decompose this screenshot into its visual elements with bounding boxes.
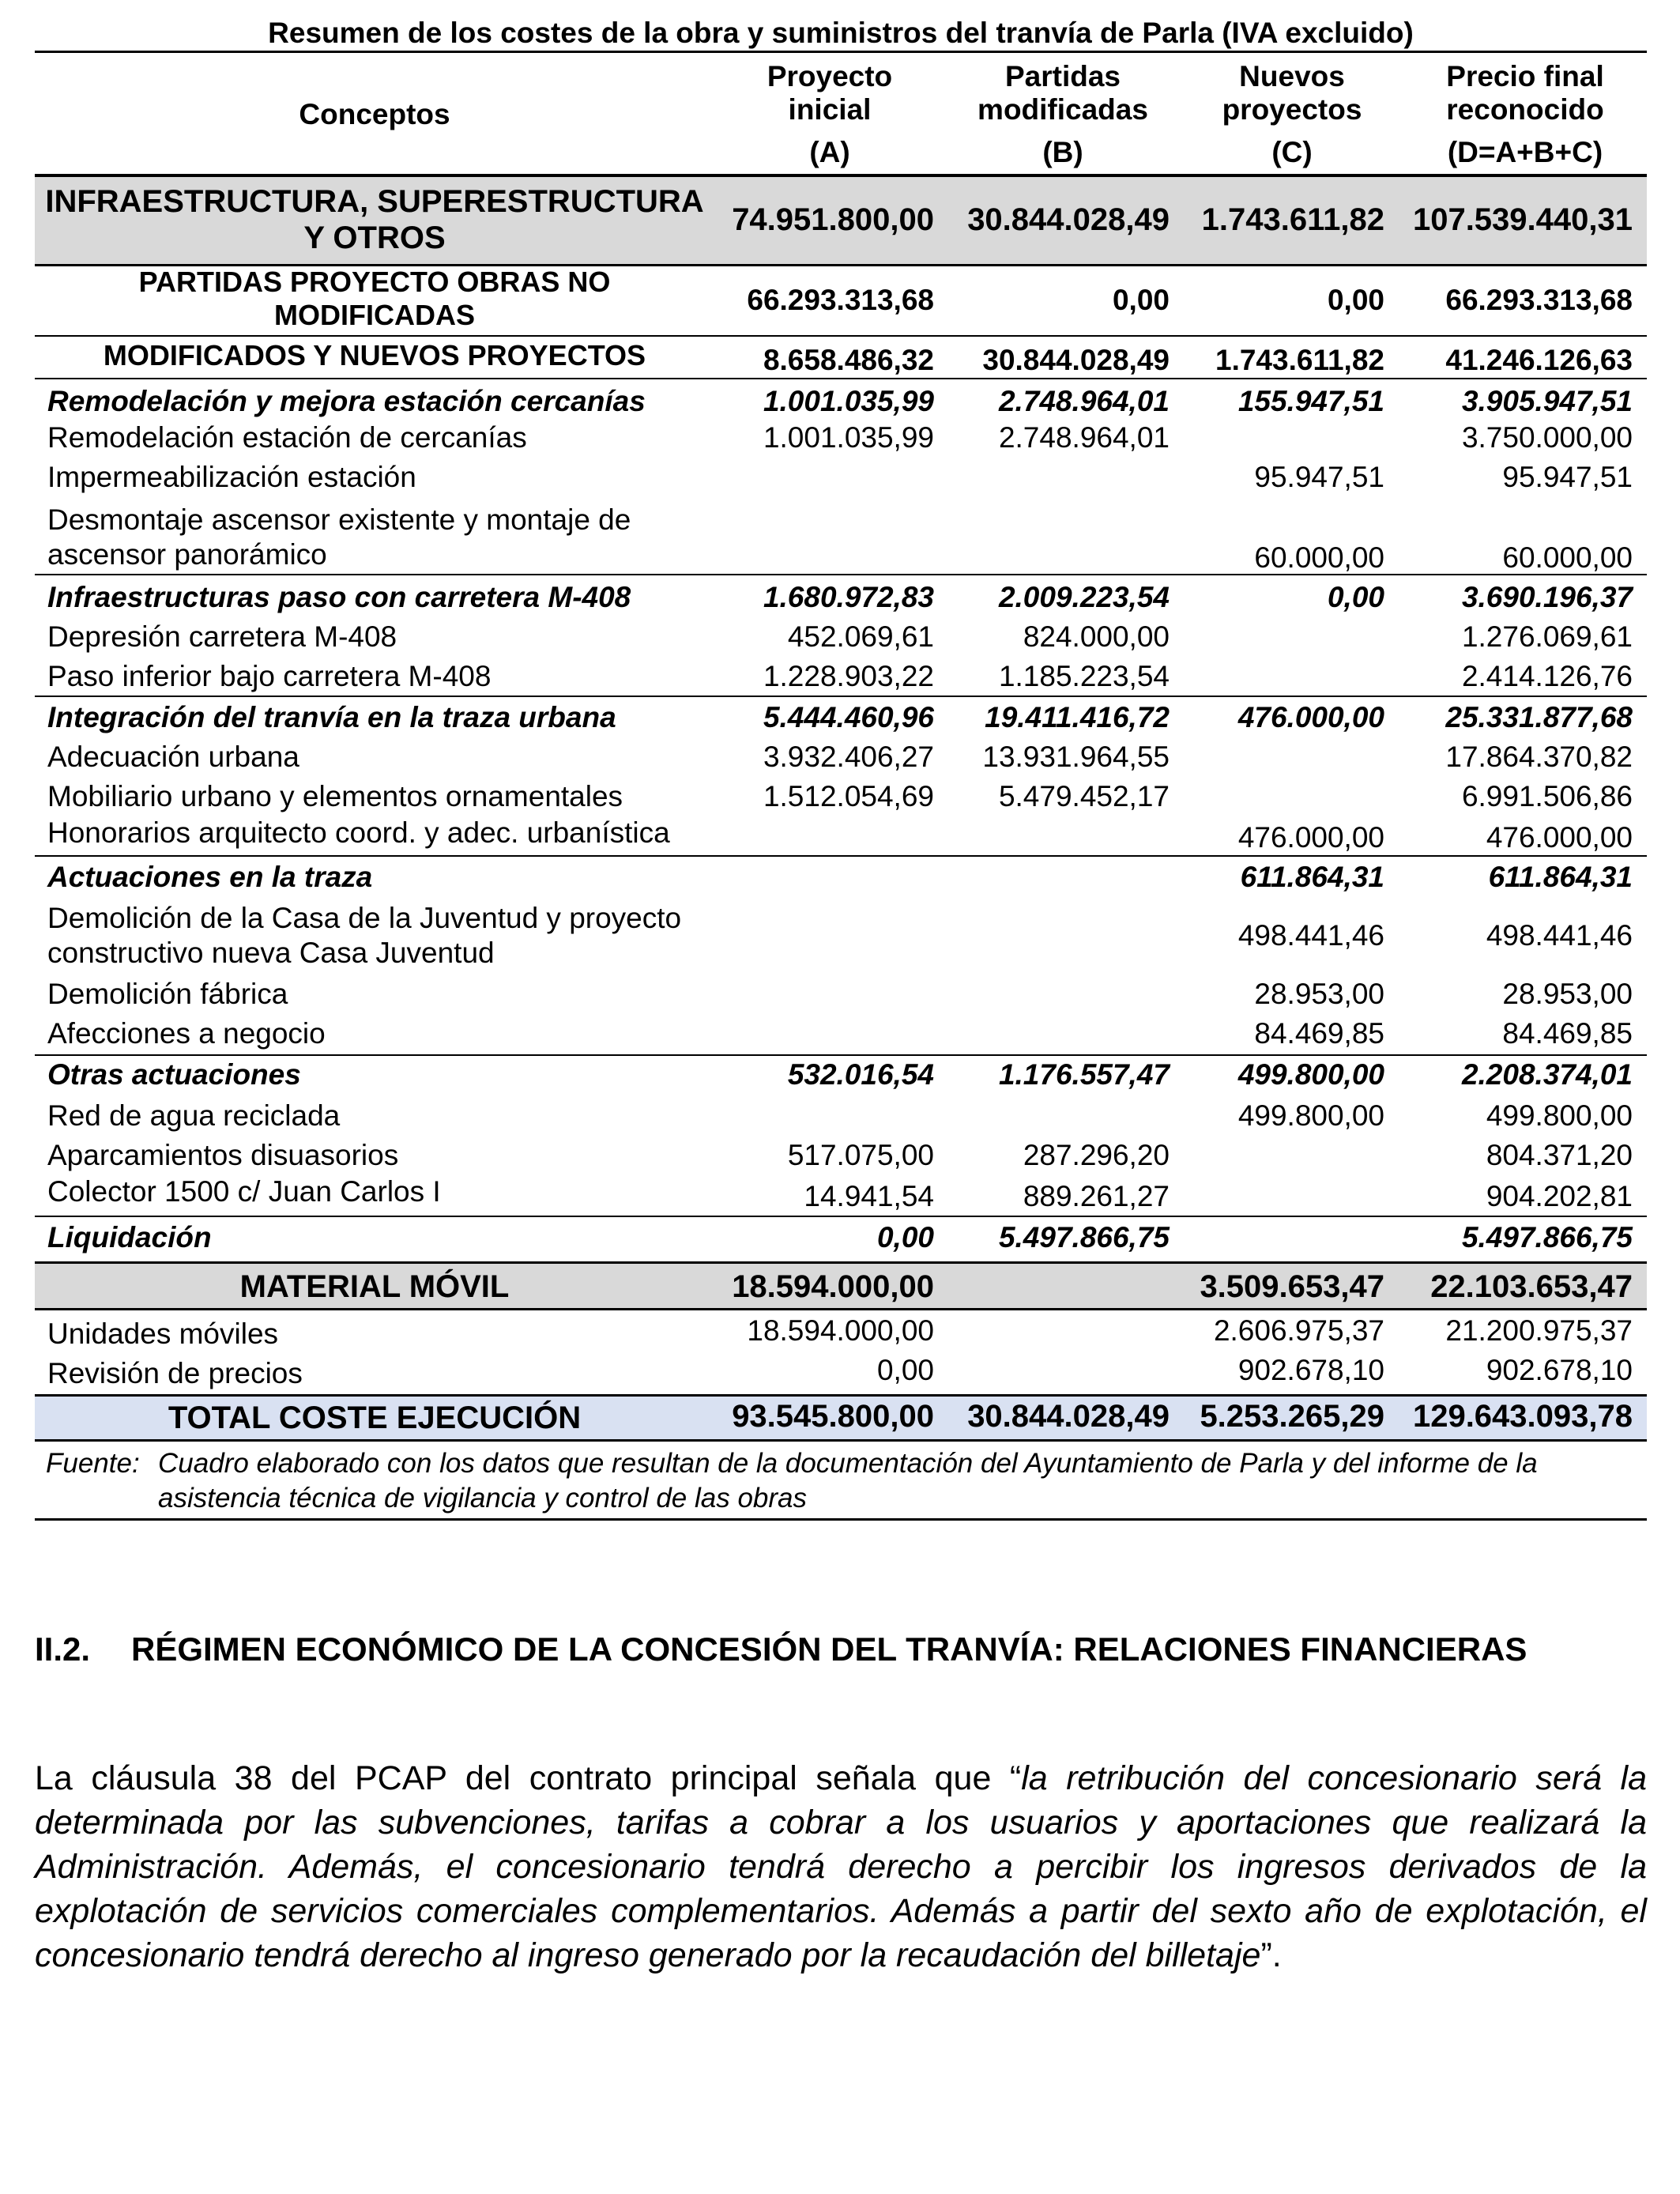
header-b-line2: modificadas (977, 93, 1148, 126)
row-label: TOTAL COSTE EJECUCIÓN (168, 1400, 582, 1435)
cell-b: 824.000,00 (1023, 620, 1170, 653)
cell-d: 5.497.866,75 (1461, 1221, 1633, 1253)
row-label: INFRAESTRUCTURA, SUPERESTRUCTURA Y OTROS (45, 184, 704, 255)
cell-c: 611.864,31 (1240, 861, 1384, 893)
cell-d: 499.800,00 (1486, 1099, 1633, 1132)
cell-a: 5.444.460,96 (763, 701, 934, 733)
rule (35, 378, 1647, 379)
paragraph-end: ”. (1260, 1936, 1282, 1974)
row-label: Paso inferior bajo carretera M-408 (47, 660, 492, 692)
cell-a: 93.545.800,00 (732, 1399, 934, 1434)
cell-d: 2.208.374,01 (1461, 1058, 1633, 1091)
cell-a: 0,00 (876, 1221, 934, 1253)
cell-b: 30.844.028,49 (967, 202, 1170, 237)
row-label: Actuaciones en la traza (47, 861, 373, 893)
cell-a: 1.680.972,83 (763, 581, 934, 613)
cell-b: 5.497.866,75 (998, 1221, 1170, 1253)
header-d-line2: reconocido (1446, 93, 1604, 126)
cell-a: 14.941,54 (804, 1180, 934, 1212)
section-title: RÉGIMEN ECONÓMICO DE LA CONCESIÓN DEL TRANVÍA: RELACIONES FINANCIERAS (131, 1630, 1527, 1668)
row-label: Demolición de la Casa de la Juventud y proyecto constructivo nueva Casa Juventud (47, 902, 682, 969)
row-label: Honorarios arquitecto coord. y adec. urbanística (47, 816, 670, 849)
cell-b: 30.844.028,49 (967, 1399, 1170, 1434)
cell-d: 611.864,31 (1488, 861, 1633, 893)
row-label: Colector 1500 c/ Juan Carlos I (47, 1175, 441, 1208)
cell-d: 129.643.093,78 (1412, 1399, 1633, 1434)
row-label: PARTIDAS PROYECTO OBRAS NO MODIFICADAS (138, 266, 611, 331)
cell-a: 1.001.035,99 (763, 421, 934, 454)
cell-d: 25.331.877,68 (1445, 701, 1633, 733)
row-label: Desmontaje ascensor existente y montaje de ascensor panorámico (47, 503, 631, 571)
cell-b: 2.009.223,54 (998, 581, 1170, 613)
cell-c: 60.000,00 (1254, 541, 1384, 574)
cell-b: 1.185.223,54 (998, 660, 1170, 692)
cell-b: 13.931.964,55 (982, 741, 1170, 773)
row-label: Impermeabilización estación (47, 461, 416, 493)
cell-d: 902.678,10 (1486, 1354, 1633, 1386)
row-label: MODIFICADOS Y NUEVOS PROYECTOS (103, 339, 646, 371)
source-text: Cuadro elaborado con los datos que resultan de la documentación del Ayuntamiento de Parla y del informe de la (158, 1448, 1538, 1479)
rule (35, 1518, 1647, 1521)
row-label: Remodelación y mejora estación cercanías (47, 385, 646, 417)
cell-d: 28.953,00 (1502, 978, 1633, 1010)
row-label: Mobiliario urbano y elementos ornamentales (47, 780, 623, 812)
header-c-code: (C) (1271, 136, 1313, 168)
paragraph-quote: la retribución del concesionario será la determinada por las subvenciones, tarifas a cobrar a los usuarios y aportaciones que realizará la Administración. Además, el concesionario tendrá derecho a percibir los ingresos derivados de la explotación de servicios comerciales complementarios. Además a partir del sexto año de explotación, el concesionario tendrá derecho al ingreso generado por la recaudación del billetaje (35, 1759, 1647, 1974)
cell-a: 517.075,00 (787, 1139, 934, 1171)
cell-c: 0,00 (1327, 581, 1384, 613)
cell-c: 476.000,00 (1237, 821, 1384, 854)
cell-d: 21.200.975,37 (1445, 1314, 1633, 1347)
cell-b: 2.748.964,01 (998, 421, 1170, 454)
cell-b: 2.748.964,01 (998, 385, 1170, 417)
cell-a: 1.001.035,99 (763, 385, 934, 417)
cell-a: 1.512.054,69 (763, 780, 934, 812)
cell-a: 452.069,61 (787, 620, 934, 653)
header-b-code: (B) (1042, 136, 1083, 168)
header-c-line1: Nuevos (1239, 60, 1345, 92)
cell-d: 95.947,51 (1502, 461, 1633, 493)
row-label: Otras actuaciones (47, 1058, 301, 1091)
rule (35, 1216, 1647, 1217)
cell-c: 155.947,51 (1237, 385, 1384, 417)
row-label: Unidades móviles (47, 1318, 279, 1350)
cell-a: 18.594.000,00 (732, 1269, 934, 1304)
rule (35, 1054, 1647, 1056)
cell-d: 84.469,85 (1502, 1017, 1633, 1050)
cell-c: 3.509.653,47 (1200, 1269, 1384, 1304)
row-label: Integración del tranvía en la traza urbana (47, 701, 616, 733)
cell-d: 6.991.506,86 (1461, 780, 1633, 812)
cell-b: 0,00 (1112, 284, 1170, 316)
header-a-line2: inicial (788, 93, 872, 126)
body-paragraph (35, 1756, 1647, 1977)
header-concepts: Conceptos (299, 98, 450, 130)
cell-d: 904.202,81 (1486, 1180, 1633, 1212)
cell-a: 3.932.406,27 (763, 741, 934, 773)
row-label: MATERIAL MÓVIL (239, 1269, 510, 1304)
row-label: Revisión de precios (47, 1357, 303, 1389)
rule (35, 696, 1647, 697)
cell-d: 498.441,46 (1486, 919, 1633, 952)
paragraph-intro: La cláusula 38 del PCAP del contrato principal señala que “ (35, 1759, 1022, 1797)
cell-b: 30.844.028,49 (982, 344, 1170, 376)
cell-c: 2.606.975,37 (1213, 1314, 1384, 1347)
cell-a: 74.951.800,00 (732, 202, 934, 237)
cell-a: 1.228.903,22 (763, 660, 934, 692)
cell-d: 60.000,00 (1502, 541, 1633, 574)
cell-c: 1.743.611,82 (1215, 344, 1384, 376)
section-number: II.2. (35, 1630, 91, 1668)
rule (35, 1439, 1647, 1442)
cell-c: 499.800,00 (1237, 1099, 1384, 1132)
cell-c: 5.253.265,29 (1200, 1399, 1384, 1434)
cell-c: 0,00 (1327, 284, 1384, 316)
cell-b: 5.479.452,17 (998, 780, 1170, 812)
row-label: Remodelación estación de cercanías (47, 421, 527, 454)
cell-c: 28.953,00 (1254, 978, 1384, 1010)
cell-c: 84.469,85 (1254, 1017, 1384, 1050)
cell-a: 66.293.313,68 (747, 284, 934, 316)
cell-d: 66.293.313,68 (1445, 284, 1633, 316)
source-note (46, 1446, 1634, 1516)
row-label: Demolición fábrica (47, 978, 288, 1010)
row-label: Aparcamientos disuasorios (47, 1139, 399, 1171)
row-label: Depresión carretera M-408 (47, 620, 397, 653)
cell-b: 889.261,27 (1023, 1180, 1170, 1212)
cell-b: 19.411.416,72 (985, 701, 1170, 733)
rule (35, 855, 1647, 857)
cell-d: 107.539.440,31 (1412, 202, 1633, 237)
row-label: Afecciones a negocio (47, 1017, 326, 1050)
row-label: Adecuación urbana (47, 741, 299, 773)
cell-c: 95.947,51 (1254, 461, 1384, 493)
cell-d: 1.276.069,61 (1461, 620, 1633, 653)
source-label: Fuente: (46, 1448, 140, 1479)
cell-c: 476.000,00 (1237, 701, 1384, 733)
cell-c: 902.678,10 (1237, 1354, 1384, 1386)
cell-a: 0,00 (876, 1354, 934, 1386)
cell-b: 1.176.557,47 (998, 1058, 1170, 1091)
cell-d: 3.690.196,37 (1461, 581, 1633, 613)
header-d-code: (D=A+B+C) (1447, 136, 1603, 168)
cell-d: 3.905.947,51 (1461, 385, 1633, 417)
rule (35, 335, 1647, 337)
header-d-line1: Precio final (1446, 60, 1604, 92)
header-a-line1: Proyecto (767, 60, 893, 92)
table-caption: Resumen de los costes de la obra y suministros del tranvía de Parla (IVA excluido) (268, 17, 1414, 49)
cell-d: 17.864.370,82 (1445, 741, 1633, 773)
cell-d: 22.103.653,47 (1430, 1269, 1633, 1304)
header-a-code: (A) (809, 136, 850, 168)
rule (35, 51, 1647, 53)
header-b-line1: Partidas (1004, 60, 1121, 92)
row-label: Liquidación (47, 1221, 212, 1253)
cell-a: 532.016,54 (787, 1058, 934, 1091)
cell-a: 18.594.000,00 (747, 1314, 934, 1347)
cell-d: 2.414.126,76 (1461, 660, 1633, 692)
cell-c: 1.743.611,82 (1201, 202, 1384, 237)
cell-d: 804.371,20 (1486, 1139, 1633, 1171)
row-label: Infraestructuras paso con carretera M-408 (47, 581, 631, 613)
cell-d: 476.000,00 (1486, 821, 1633, 854)
cell-b: 287.296,20 (1023, 1139, 1170, 1171)
row-label: Red de agua reciclada (47, 1099, 341, 1132)
cell-d: 3.750.000,00 (1461, 421, 1633, 454)
cell-c: 498.441,46 (1237, 919, 1384, 952)
source-text-cont: asistencia técnica de vigilancia y control de las obras (158, 1483, 807, 1514)
cell-a: 8.658.486,32 (763, 344, 934, 376)
cell-c: 499.800,00 (1237, 1058, 1384, 1091)
rule (35, 1308, 1647, 1310)
cell-d: 41.246.126,63 (1445, 344, 1633, 376)
header-c-line2: proyectos (1222, 93, 1362, 126)
